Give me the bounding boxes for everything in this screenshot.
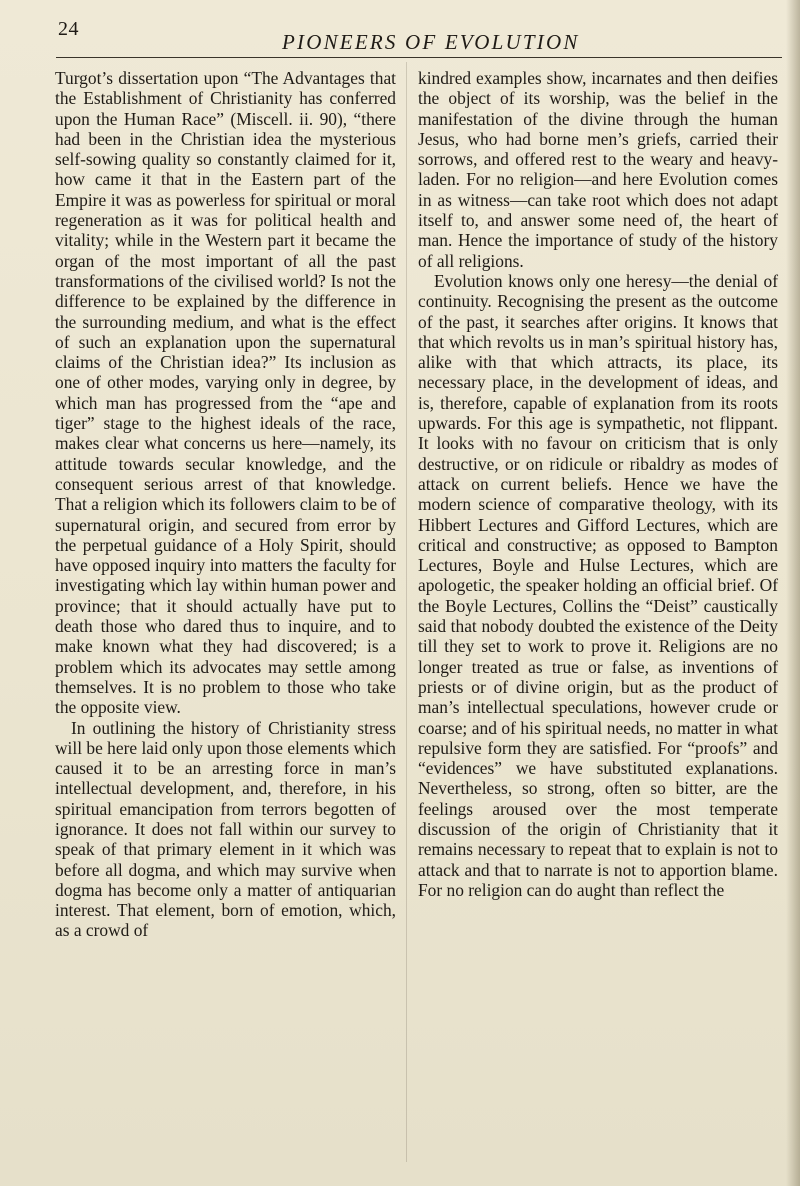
right-column <box>418 68 778 900</box>
header-rule <box>56 57 782 58</box>
paragraph: kindred examples show, incarnates and then deifies the object of its worship, was the belief in the manifestation of the divine through the human Jesus, who had borne men’s griefs, carried their sorrows, and offered rest to the weary and heavy-laden. For no religion—and here Evolution comes in as witness—can take root which does not adapt itself to, and answer some need of, the heart of man. Hence the importance of study of the history of all religions. <box>418 68 778 271</box>
paragraph: In outlining the history of Christianity stress will be here laid only upon those elements which caused it to be an arresting force in man’s intellectual development, and, therefore, in his spiritual emancipation from terrors begotten of ignorance. It does not fall within our survey to speak of that primary element in it which was before all dogma, and which may survive when dogma has become only a matter of antiquarian interest. That element, born of emotion, which, as a crowd of <box>55 717 396 941</box>
column-gutter <box>406 62 407 1162</box>
left-column <box>55 68 396 941</box>
paragraph: Evolution knows only one heresy—the denial of continuity. Recognising the present as the outcome of the past, it searches after origins. It knows that that which revolts us in man’s spiritual history has, alike with that which attracts, its place, its necessary place, in the development of ideas, and is, therefore, capable of explanation from its roots upwards. For this age is sympathetic, not flippant. It looks with no favour on criticism that is only destructive, or on ridicule or ribaldry as modes of attack on current beliefs. Hence we have the modern science of comparative theology, with its Hibbert Lectures and Gifford Lectures, which are critical and constructive; as opposed to Bampton Lectures, Boyle and Hulse Lectures, which are apologetic, the speaker holding an official brief. Of the Boyle Lectures, Collins the “Deist” caustically said that nobody doubted the existence of the Deity till they set to work to prove it. Religions are no longer treated as true or false, as inventions of priests or of divine origin, but as the product of man’s intellectual speculations, however crude or coarse; and of his spiritual needs, no matter in what repulsive form they are satisfied. For “proofs” and “evidences” we have substituted explanations. Nevertheless, so strong, often so bitter, are the feelings aroused over the most temperate discussion of the origin of Christianity that it remains necessary to repeat that to explain is not to attack and that to narrate is not to apportion blame. For no religion can do aught than reflect the <box>418 270 778 900</box>
running-title: PIONEERS OF EVOLUTION <box>282 30 580 54</box>
paragraph: Turgot’s dissertation upon “The Advantages that the Establishment of Christianity has conferred upon the Human Race” (Miscell. ii. 90), “there had been in the Christian idea the mysterious self-sowing quality so constantly claimed for it, how came it that in the Eastern part of the Empire it was as powerless for spiritual or moral regeneration as it was for political health and vitality; while in the Western part it became the organ of the most important of all the past transformations of the civilised world? Is not the difference to be explained by the difference in the surrounding medium, and what is the effect of such an explanation upon the supernatural claims of the Christian idea?” Its inclusion as one of other modes, varying only in degree, by which man has progressed from the “ape and tiger” stage to the highest ideals of the race, makes clear what concerns us here—namely, its attitude towards secular knowledge, and the consequent serious arrest of that knowledge. That a religion which its followers claim to be of supernatural origin, and secured from error by the perpetual guidance of a Holy Spirit, should have opposed inquiry into matters the faculty for investigating which lay within human power and province; that it should actually have put to death those who dared thus to inquire, and to make known what they had discovered; is a problem which its advocates may settle among themselves. It is no problem to those who take the opposite view. <box>55 68 396 718</box>
page-number: 24 <box>58 18 79 40</box>
